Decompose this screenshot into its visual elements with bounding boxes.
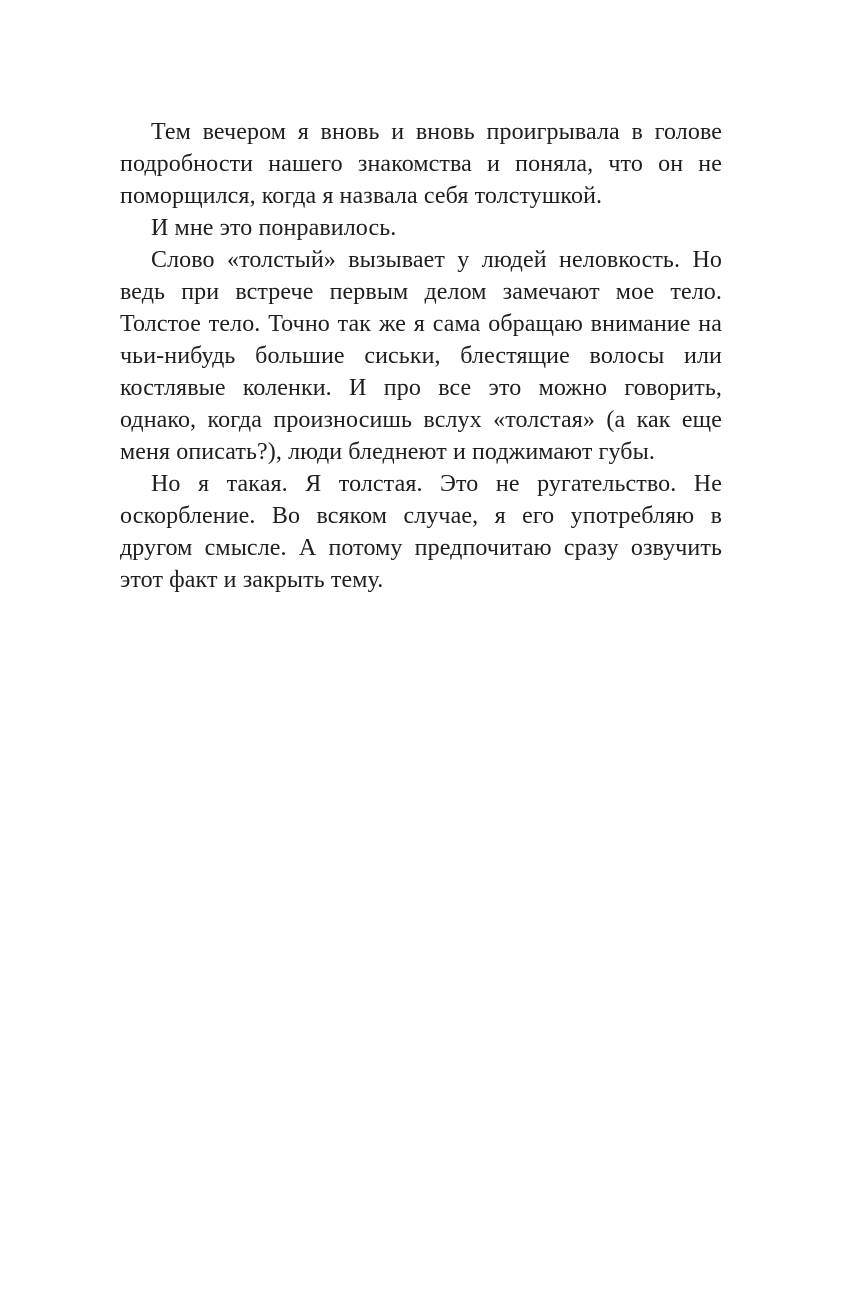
paragraph: Тем вечером я вновь и вновь проигрывала в голове подробности нашего знакомства и поняла, что он не поморщился, когда я назвала себя толстушкой.: [120, 119, 722, 209]
paragraph: Но я такая. Я толстая. Это не ругательство. Не оскорбление. Во всяком случае, я его употребляю в другом смысле. А потому предпочитаю сразу озвучить этот факт и закрыть тему.: [120, 471, 722, 593]
text-block: [120, 116, 722, 596]
paragraph: Слово «толстый» вызывает у людей неловкость. Но ведь при встрече первым делом замечают мое тело. Толстое тело. Точно так же я сама обращаю внимание на чьи-нибудь большие сиськи, блестящие волосы или костлявые коленки. И про все это можно говорить, однако, когда произносишь вслух «толстая» (а как еще меня описать?), люди бледнеют и поджимают губы.: [120, 247, 722, 465]
paragraph: И мне это понравилось.: [151, 215, 397, 241]
